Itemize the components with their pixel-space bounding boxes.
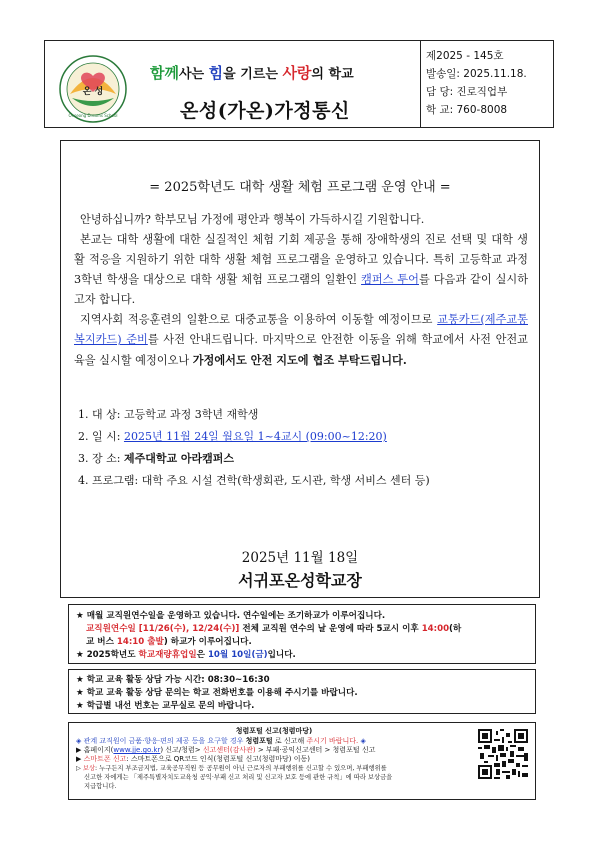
footer-text: 보상 — [82, 765, 96, 772]
campus-tour-link[interactable]: 캠퍼스 투어 — [361, 273, 419, 286]
item-value: 고등학교 과정 3학년 재학생 — [123, 408, 259, 421]
holiday-date: 10월 10일(금) — [207, 650, 268, 660]
notice-text: 은 — [196, 650, 208, 660]
footer-text: ▶ 홈페이지( — [76, 746, 114, 754]
item-program — [78, 472, 430, 488]
document-title: = 2025학년도 대학 생활 체험 프로그램 운영 안내 = — [149, 180, 451, 195]
slogan-word: 힘 — [208, 64, 224, 82]
notice-text: 입니다. — [267, 650, 296, 660]
item-value[interactable]: 2025년 11월 24일 월요일 1~4교시 (09:00~12:20) — [123, 430, 387, 443]
transport-card-link[interactable]: 교통카드(제주교통복지카드) 준비 — [74, 313, 528, 346]
notice-text: 교 버스 — [86, 637, 117, 647]
footer-text: 로 신고해 — [272, 737, 307, 745]
school-logo — [58, 54, 128, 124]
notice2-line2: ★ 학교 교육 활동 상담 문의는 학교 전화번호를 이용해 주시기를 바랍니다. — [76, 688, 358, 698]
footer-text: 신고센터(감사관) — [202, 746, 256, 754]
item-label: 4. 프로그램: — [78, 474, 142, 487]
notice1-line1: ★ 매월 교직원연수일을 운영하고 있습니다. 연수일에는 조기하교가 이루어집니다. — [76, 611, 386, 621]
footer-title: 청렴포털 신고(청렴마당) — [235, 727, 313, 735]
item-label: 1. 대 상: — [78, 408, 124, 421]
issue-number: 제2025 - 145호 — [426, 50, 504, 62]
notice-text: (하 — [449, 624, 462, 634]
footer-text: > 부패·공익신고센터 > 청렴포털 신고 — [255, 746, 376, 754]
safety-request: 가정에서도 안전 지도에 협조 부탁드립니다. — [192, 353, 407, 367]
homepage-link[interactable]: www.jje.go.kr — [113, 746, 161, 754]
footer-line5: 신고한 자에게는 「제주특별자치도교육청 공익·부패 신고 처리 및 신고자 보호 등에 관한 규칙」에 따라 보상금을 — [84, 774, 393, 781]
notice-text-mid: 를 사전 안내드립니다. 마지막으로 안전한 이동을 위해 학교에서 사전 안전교육을 실시할 예정이오나 — [74, 333, 528, 367]
dismissal-time: 14:00 — [421, 624, 450, 634]
footer-text: ◈ — [358, 737, 366, 745]
slogan-word: 사랑 — [282, 64, 312, 82]
intro-paragraph — [74, 230, 528, 310]
footer-text: : 누구든지 부조금지법, 교육공무직원 등 공무원이 아닌 근로자의 부패행위를 신고할 수 있으며, 부패행위를 — [95, 765, 387, 772]
item-label: 3. 장 소: — [78, 452, 124, 465]
qr-code-icon[interactable] — [478, 729, 528, 779]
notice2-line3: ★ 학급별 내선 번호는 교무실로 문의 바랍니다. — [76, 701, 255, 711]
send-date: 발송일: 2025.11.18. — [426, 68, 527, 80]
item-datetime — [78, 428, 387, 444]
department: 담 당: 진로직업부 — [426, 86, 508, 98]
logo-ring-text: Onseong Dreams School — [68, 113, 118, 118]
footer-text: : 스마트폰으로 QR코드 인식(청렴포털 신고(청렴마당) 이동) — [126, 755, 310, 763]
notice1-line2 — [86, 622, 461, 634]
holiday-label: 학교재량휴업일 — [138, 650, 197, 660]
slogan-word: 을 기르는 — [223, 67, 283, 82]
notice-dates: 교직원연수일 [11/26(수), 12/24(수)] — [86, 624, 243, 634]
notice1-line4 — [76, 648, 296, 660]
notice-text: 지역사회 적응훈련의 일환으로 대중교통을 이용하여 이동할 예정이므로 — [80, 313, 438, 326]
intro-text: 본교는 대학 생활에 대한 실질적인 체험 기회 제공을 통해 장애학생의 진로 선택 및 대학 생활 적응을 지원하기 위한 대학 생활 체험 프로그램을 운영하고 있습니다. 특히 고등학교 과정 3학년 학생을 대상으로 대학 생활 체험 프로그램의 일환인 — [74, 233, 528, 286]
bus-departure: 14:10 출발 — [116, 637, 164, 647]
header-divider — [420, 40, 421, 128]
footer-text: ) 신고/청렴> — [160, 746, 203, 754]
notice-text: 전체 교직원 연수의 날 운영에 따라 5교시 이후 — [242, 624, 422, 634]
school-phone: 학 교: 760-8008 — [426, 104, 508, 116]
footer-text: ▷ — [76, 765, 83, 772]
item-value: 제주대학교 아라캠퍼스 — [123, 452, 235, 465]
slogan-word: 사는 — [178, 67, 209, 82]
slogan-word: 의 학교 — [311, 67, 354, 82]
item-target — [78, 406, 258, 422]
school-slogan — [150, 62, 354, 83]
issue-date: 2025년 11월 18일 — [241, 550, 359, 566]
newsletter-name: 온성(가온)가정통신 — [180, 100, 350, 122]
item-place — [78, 450, 234, 466]
notice1-line3 — [86, 635, 252, 647]
item-label: 2. 일 시: — [78, 430, 124, 443]
footer-text: 청렴포털 — [245, 737, 273, 745]
principal-signature: 서귀포온성학교장 — [238, 571, 362, 590]
footer-text: 스마트폰 신고 — [83, 755, 127, 763]
notice-paragraph — [74, 310, 528, 371]
notice-text: ★ 2025학년도 — [76, 650, 139, 660]
greeting-paragraph: 안녕하십니까? 학부모님 가정에 평안과 행복이 가득하시길 기원합니다. — [80, 213, 425, 226]
footer-line6: 지급합니다. — [84, 783, 117, 790]
intro-text-end: 를 다음과 같이 실시하고자 합니다. — [74, 273, 528, 306]
notice-text: ) 하교가 이루어집니다. — [163, 637, 252, 647]
footer-text: 주시기 바랍니다. — [306, 737, 359, 745]
item-value: 대학 주요 시설 견학(학생회관, 도시관, 학생 서비스 센터 등) — [141, 474, 430, 487]
footer-line4 — [76, 763, 387, 772]
footer-text: ▶ — [76, 755, 84, 763]
footer-text: ◈ 관계 교직원이 금품·향응·편의 제공 등을 요구할 경우 — [76, 737, 246, 745]
logo-text: 온 성 — [82, 87, 104, 97]
slogan-word: 함께 — [150, 64, 179, 82]
notice2-line1: ★ 학교 교육 활동 상담 가능 시간: 08:30~16:30 — [76, 675, 270, 685]
